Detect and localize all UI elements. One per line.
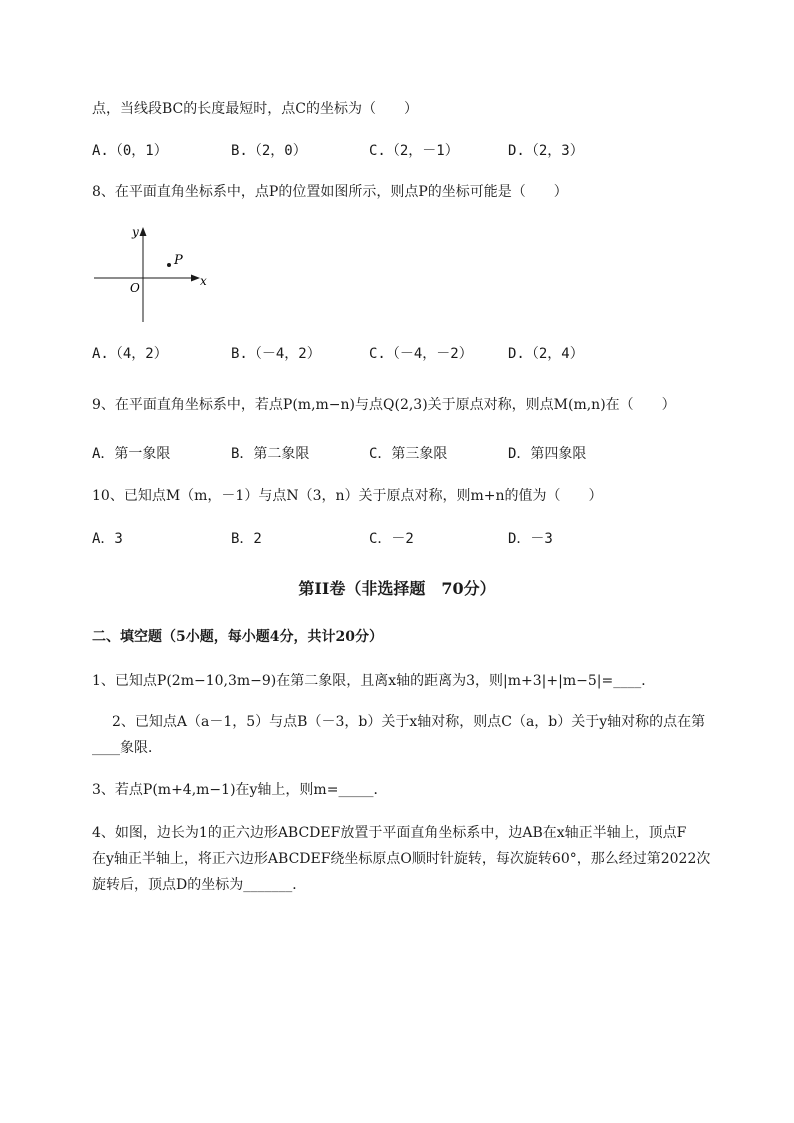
section-title: 第II卷（非选择题 70分） xyxy=(298,579,496,598)
q7-option-a: A.（0，1） xyxy=(92,143,168,159)
q10-stem: 10、已知点M（m，－1）与点N（3，n）关于原点对称，则m+n的值为（ ） xyxy=(92,488,603,504)
q8-options xyxy=(92,344,712,364)
q9-option-a: A．第一象限 xyxy=(92,446,171,462)
q8-option-b: B.（－4，2） xyxy=(231,346,321,362)
q10-options xyxy=(92,529,712,549)
q8-option-d: D.（2，4） xyxy=(508,346,584,362)
q9-options xyxy=(92,444,712,464)
q9-option-b: B．第二象限 xyxy=(231,446,310,462)
q8-coordinate-figure xyxy=(90,222,220,326)
fill-question-4-line-2: 在y轴正半轴上，将正六边形ABCDEF绕坐标原点O顺时针旋转，每次旋转60°，那么经过第2022次 xyxy=(92,851,711,867)
point-p-label: P xyxy=(174,253,183,268)
y-axis-label: y xyxy=(132,225,139,239)
q10-option-b: B．2 xyxy=(231,531,262,547)
fill-question-3: 3、若点P(m+4,m−1)在y轴上，则m=_____． xyxy=(92,782,388,798)
q10-option-d: D．－3 xyxy=(508,531,553,547)
origin-label: O xyxy=(130,281,140,295)
q10-option-c: C．－2 xyxy=(369,531,414,547)
q8-option-a: A.（4，2） xyxy=(92,346,168,362)
q7-option-b: B.（2，0） xyxy=(231,143,307,159)
fill-question-2-line-1: 2、已知点A（a－1，5）与点B（－3，b）关于x轴对称，则点C（a，b）关于y轴对称的点在第 xyxy=(112,714,706,730)
fill-question-4-line-3: 旋转后，顶点D的坐标为_______． xyxy=(92,877,307,893)
fill-question-4-line-1: 4、如图，边长为1的正六边形ABCDEF放置于平面直角坐标系中，边AB在x轴正半轴上，顶点F xyxy=(92,825,687,841)
q9-option-d: D．第四象限 xyxy=(508,446,587,462)
q10-option-a: A．3 xyxy=(92,531,123,547)
q9-stem: 9、在平面直角坐标系中，若点P(m,m−n)与点Q(2,3)关于原点对称，则点M(m,n)在（ ） xyxy=(92,397,676,413)
q7-tail-text: 点，当线段BC的长度最短时，点C的坐标为（ ） xyxy=(92,101,418,117)
x-axis-arrow xyxy=(191,275,200,282)
q9-option-c: C．第三象限 xyxy=(369,446,448,462)
point-p-dot xyxy=(167,263,171,267)
fill-question-1: 1、已知点P(2m−10,3m−9)在第二象限，且离x轴的距离为3，则|m+3|+|m−5|=____． xyxy=(92,673,656,689)
fill-question-2-line-2: ____象限． xyxy=(92,740,162,756)
q7-option-c: C.（2，－1） xyxy=(369,143,459,159)
part-title: 二、填空题（5小题，每小题4分，共计20分） xyxy=(92,629,383,645)
q7-options xyxy=(92,141,712,161)
q8-stem: 8、在平面直角坐标系中，点P的位置如图所示，则点P的坐标可能是（ ） xyxy=(92,184,568,200)
q8-option-c: C.（－4，－2） xyxy=(369,346,473,362)
x-axis-label: x xyxy=(200,274,207,288)
q7-option-d: D.（2，3） xyxy=(508,143,584,159)
y-axis-arrow xyxy=(140,227,147,236)
